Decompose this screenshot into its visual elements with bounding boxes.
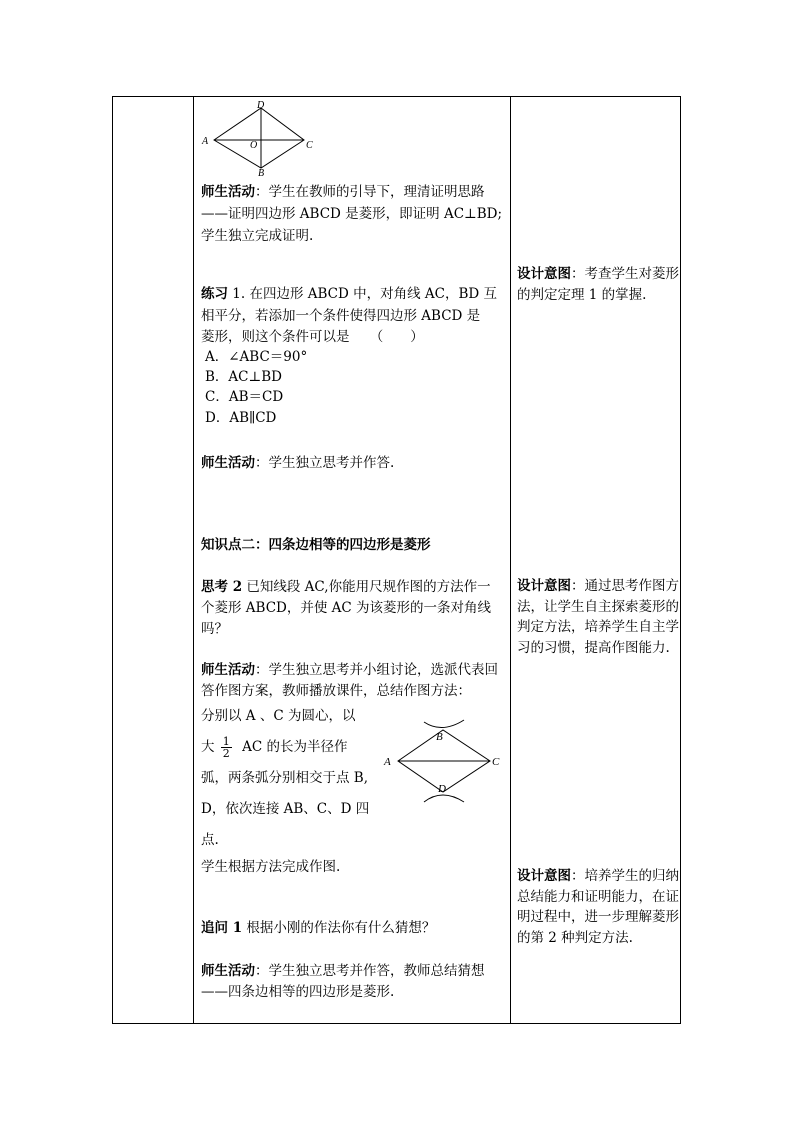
label-a: A <box>202 136 209 147</box>
option-a: A．∠ABC＝90° <box>205 349 308 365</box>
label-c: C <box>306 140 313 151</box>
intent-text: ：通过思考作图方法，让学生自主探索菱形的判定方法，培养学生自主学习的习惯，提高作图能力. <box>517 578 679 656</box>
option-b: B．AC⊥BD <box>205 369 282 385</box>
followup-text: 根据小刚的作法你有什么猜想？ <box>242 920 436 936</box>
knowledge-heading: 知识点二：四条边相等的四边形是菱形 <box>201 537 431 553</box>
label-b: B <box>436 731 443 743</box>
teacher-activity-1-line2: ——证明四边形 ABCD 是菱形，即证明 AC⊥BD; <box>201 206 503 222</box>
label-o: O <box>250 140 258 151</box>
method-line2 <box>201 736 347 759</box>
activity-line: ：学生独立思考并作答，教师总结猜想 <box>255 963 485 979</box>
exercise-text: 1. 在四边形 ABCD 中，对角线 AC，BD 互 <box>228 286 498 302</box>
exercise-line1 <box>201 284 497 305</box>
intent-label: 设计意图 <box>517 578 571 594</box>
teacher-activity-1 <box>201 182 485 203</box>
activity-line: ：学生独立思考并小组讨论，选派代表回 <box>255 662 498 678</box>
teacher-activity-3 <box>201 660 498 681</box>
method-line1: 分别以 A 、C 为圆心，以 <box>201 708 356 724</box>
label-b: B <box>258 168 265 178</box>
followup-question <box>201 918 435 939</box>
exercise-line3: 菱形，则这个条件可以是 （ ） <box>201 329 424 345</box>
think2-line3: 吗？ <box>201 621 228 637</box>
students-draw: 学生根据方法完成作图. <box>201 859 341 875</box>
fraction-numerator: 1 <box>222 735 230 748</box>
activity-label: 师生活动 <box>201 963 255 979</box>
option-d: D．AB∥CD <box>205 410 277 426</box>
teacher-activity-5-line2: ——四条边相等的四边形是菱形. <box>201 984 395 1000</box>
intent-label: 设计意图 <box>517 868 571 884</box>
teacher-activity-1-line3: 学生独立完成证明. <box>201 228 314 244</box>
method-line5: 点. <box>201 832 219 848</box>
rhombus-diagram <box>198 98 323 178</box>
teacher-activity-2 <box>201 453 394 474</box>
method-line3: 弧，两条弧分别相交于点 B, <box>201 770 369 786</box>
intent-label: 设计意图 <box>517 266 571 282</box>
exercise-label: 练习 <box>201 286 228 302</box>
table-left-cell <box>112 96 194 1024</box>
activity-label: 师生活动 <box>201 184 255 200</box>
label-c: C <box>492 756 500 768</box>
activity-text: ：学生独立思考并作答. <box>255 455 395 471</box>
construction-diagram <box>380 716 510 806</box>
fraction <box>221 736 232 759</box>
label-d: D <box>257 100 265 111</box>
activity-label: 师生活动 <box>201 662 255 678</box>
method-line2b: AC 的长为半径作 <box>242 739 348 755</box>
exercise-line2: 相平分，若添加一个条件使得四边形 ABCD 是 <box>201 308 481 324</box>
method-line4: D，依次连接 AB、C、D 四 <box>201 801 370 817</box>
option-c: C．AB＝CD <box>205 389 284 405</box>
intent-text: ：培养学生的归纳总结能力和证明能力，在证明过程中，进一步理解菱形的第 2 种判定方法. <box>517 868 679 946</box>
design-intent-2 <box>517 576 682 658</box>
think2-line1 <box>201 577 491 598</box>
method-line2a: 大 <box>201 739 215 755</box>
teacher-activity-3-line2: 答作图方案，教师播放课件，总结作图方法： <box>201 683 471 699</box>
teacher-activity-5 <box>201 961 485 982</box>
activity-label: 师生活动 <box>201 455 255 471</box>
intent-text: ：考查学生对菱形的判定定理 1 的掌握. <box>517 266 679 303</box>
design-intent-3 <box>517 866 682 948</box>
think2-label: 思考 2 <box>201 579 243 595</box>
label-d: D <box>438 783 446 795</box>
label-a: A <box>384 756 391 768</box>
followup-label: 追问 1 <box>201 920 243 936</box>
design-intent-1 <box>517 264 682 305</box>
fraction-denominator: 2 <box>222 747 230 760</box>
think2-line2: 个菱形 ABCD，并使 AC 为该菱形的一条对角线 <box>201 600 492 616</box>
think2-text: 已知线段 AC,你能用尺规作图的方法作一 <box>242 579 491 595</box>
activity-line: ：学生在教师的引导下，理清证明思路 <box>255 184 485 200</box>
